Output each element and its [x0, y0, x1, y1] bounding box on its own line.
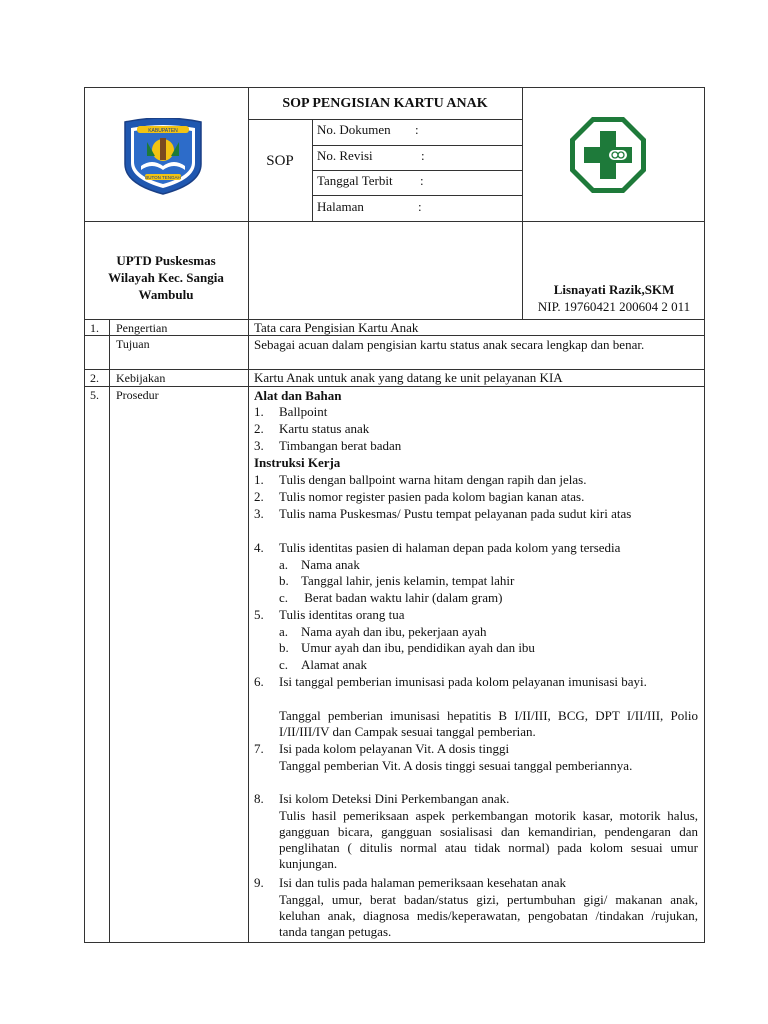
- list-number: 3.: [254, 438, 264, 453]
- list-number: 6.: [254, 674, 264, 689]
- field-halaman-label: Halaman: [317, 199, 364, 214]
- org-name-line-2: Wilayah Kec. Sangia: [108, 270, 224, 285]
- list-letter: c.: [279, 590, 289, 605]
- org-name-line-3: Wambulu: [138, 287, 194, 302]
- sub-item: Tanggal lahir, jenis kelamin, tempat lahir: [301, 573, 515, 588]
- instruksi-detail: Tulis hasil pemeriksaan aspek perkembangan motorik kasar, motorik halus, gangguan bicara, gangguan sosialisasi dan kemandirian, pendengaran dan penglihatan ( ditulis normal atau tidak normal) pada kolom sesuai umur kunjungan.: [279, 808, 698, 871]
- instruksi-item: Isi kolom Deteksi Dini Perkembangan anak.: [279, 791, 510, 806]
- list-number: 2.: [254, 421, 264, 436]
- field-no-dokumen-sep: :: [415, 122, 419, 137]
- row-content-kebijakan: Kartu Anak untuk anak yang datang ke unit pelayanan KIA: [254, 370, 563, 385]
- sub-item: Nama anak: [301, 557, 360, 572]
- instruksi-item: Tulis identitas orang tua: [279, 607, 405, 622]
- sub-item: Alamat anak: [301, 657, 368, 672]
- alat-item: Kartu status anak: [279, 421, 370, 436]
- list-number: 2.: [254, 489, 264, 504]
- instruksi-detail: Tanggal pemberian imunisasi hepatitis B I/II/III, BCG, DPT I/II/III, Polio I/II/III/IV dan Campak sesuai tanggal pemberian.: [279, 708, 698, 739]
- signer-nip: NIP. 19760421 200604 2 011: [537, 299, 691, 314]
- list-letter: a.: [279, 624, 289, 639]
- emblem-top-text: KABUPATEN: [148, 128, 178, 134]
- alat-item: Timbangan berat badan: [279, 438, 402, 453]
- row-label-tujuan: Tujuan: [116, 337, 150, 351]
- list-number: 7.: [254, 741, 264, 756]
- row-content-tujuan: Sebagai acuan dalam pengisian kartu status anak secara lengkap dan benar.: [254, 337, 645, 352]
- field-tanggal-terbit-sep: :: [420, 173, 424, 188]
- field-no-revisi-label: No. Revisi: [317, 148, 373, 163]
- document-title: SOP PENGISIAN KARTU ANAK: [282, 96, 488, 111]
- sub-item: Umur ayah dan ibu, pendidikan ayah dan ibu: [301, 640, 535, 655]
- instruksi-item: Tulis nama Puskesmas/ Pustu tempat pelayanan pada sudut kiri atas: [279, 506, 632, 521]
- list-number: 9.: [254, 875, 264, 890]
- sub-item: Berat badan waktu lahir (dalam gram): [301, 590, 503, 605]
- instruksi-item: Tulis identitas pasien di halaman depan pada kolom yang tersedia: [279, 540, 621, 555]
- instruksi-item: Isi tanggal pemberian imunisasi pada kolom pelayanan imunisasi bayi.: [279, 674, 647, 689]
- row-num: 2.: [90, 371, 99, 385]
- instruksi-item: Tulis dengan ballpoint warna hitam dengan rapih dan jelas.: [279, 472, 587, 487]
- signer-name: Lisnayati Razik,SKM: [553, 282, 675, 297]
- list-number: 1.: [254, 472, 264, 487]
- kabupaten-emblem-logo: [121, 118, 205, 196]
- list-number: 3.: [254, 506, 264, 521]
- list-letter: a.: [279, 557, 289, 572]
- instruksi-kerja-heading: Instruksi Kerja: [254, 455, 341, 470]
- row-content-pengertian: Tata cara Pengisian Kartu Anak: [254, 320, 419, 335]
- row-num: 1.: [90, 321, 99, 335]
- sub-item: Nama ayah dan ibu, pekerjaan ayah: [301, 624, 487, 639]
- instruksi-item: Isi pada kolom pelayanan Vit. A dosis tinggi: [279, 741, 510, 756]
- field-no-dokumen-label: No. Dokumen: [317, 122, 391, 137]
- field-no-revisi-sep: :: [421, 148, 425, 163]
- list-number: 4.: [254, 540, 264, 555]
- list-letter: b.: [279, 640, 289, 655]
- emblem-bottom-text: BUTON TENGAH: [145, 175, 181, 180]
- list-number: 8.: [254, 791, 264, 806]
- instruksi-item: Isi dan tulis pada halaman pemeriksaan kesehatan anak: [279, 875, 566, 890]
- list-letter: b.: [279, 573, 289, 588]
- instruksi-detail: Tanggal pemberian Vit. A dosis tinggi sesuai tanggal pemberiannya.: [279, 758, 633, 773]
- row-label-kebijakan: Kebijakan: [116, 371, 166, 385]
- alat-item: Ballpoint: [279, 404, 328, 419]
- list-letter: c.: [279, 657, 289, 672]
- sop-label: SOP: [266, 153, 294, 169]
- field-halaman-sep: :: [418, 199, 422, 214]
- alat-bahan-heading: Alat dan Bahan: [254, 388, 342, 403]
- row-num: 5.: [90, 388, 99, 402]
- instruksi-item: Tulis nomor register pasien pada kolom bagian kanan atas.: [279, 489, 585, 504]
- field-tanggal-terbit-label: Tanggal Terbit: [317, 173, 393, 188]
- org-name-line-1: UPTD Puskesmas: [116, 253, 216, 268]
- puskesmas-logo: [569, 116, 647, 194]
- list-number: 5.: [254, 607, 264, 622]
- list-number: 1.: [254, 404, 264, 419]
- row-label-prosedur: Prosedur: [116, 388, 159, 402]
- instruksi-detail: Tanggal, umur, berat badan/status gizi, pertumbuhan gigi/ makanan anak, keluhan anak, diagnosa medis/keperawatan, pengobatan /tindakan /rujukan, tanda tangan petugas.: [279, 892, 698, 939]
- row-label-pengertian: Pengertian: [116, 321, 168, 335]
